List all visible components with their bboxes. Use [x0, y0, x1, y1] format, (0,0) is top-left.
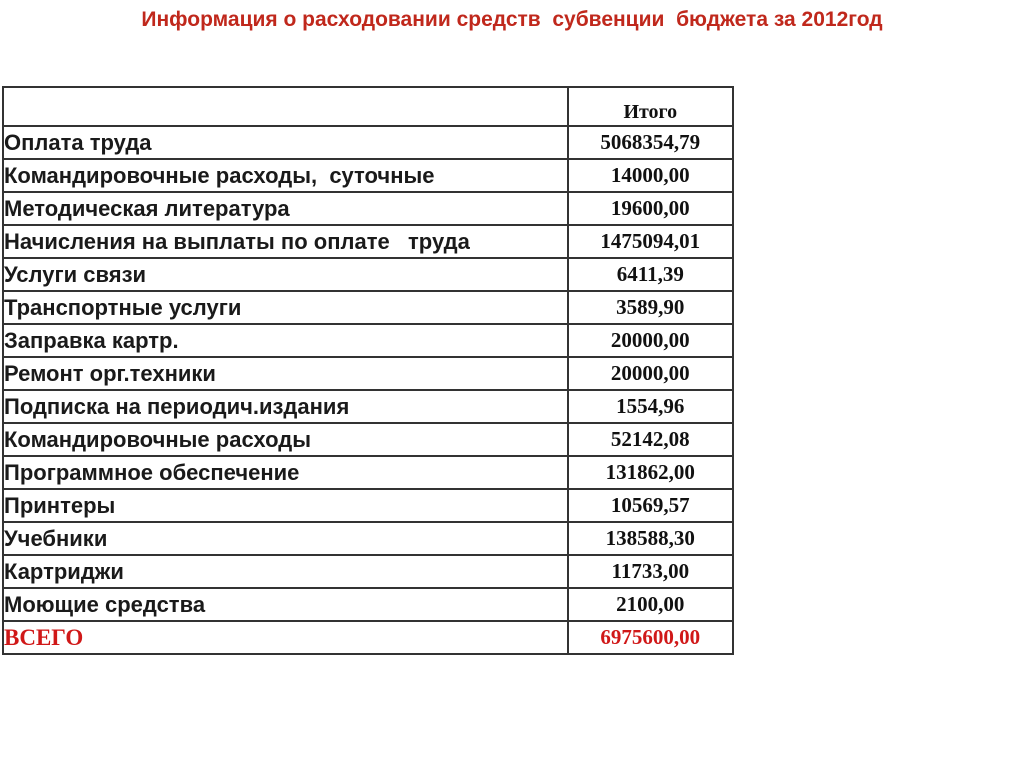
- table-row: [3, 423, 733, 456]
- row-label: Ремонт орг.техники: [3, 357, 568, 390]
- row-label: Начисления на выплаты по оплате труда: [3, 225, 568, 258]
- row-label: Картриджи: [3, 555, 568, 588]
- header-total-cell: Итого: [568, 87, 733, 126]
- row-label: Командировочные расходы: [3, 423, 568, 456]
- row-label: Учебники: [3, 522, 568, 555]
- row-value: 19600,00: [568, 192, 733, 225]
- table-row: [3, 522, 733, 555]
- table-row: [3, 555, 733, 588]
- table-row: [3, 357, 733, 390]
- row-value: 138588,30: [568, 522, 733, 555]
- row-value: 20000,00: [568, 357, 733, 390]
- table-row: [3, 126, 733, 159]
- row-value: 20000,00: [568, 324, 733, 357]
- table-row: [3, 159, 733, 192]
- row-value: 11733,00: [568, 555, 733, 588]
- row-label: Программное обеспечение: [3, 456, 568, 489]
- row-value: 6411,39: [568, 258, 733, 291]
- table-row: [3, 324, 733, 357]
- total-label: ВСЕГО: [3, 621, 568, 654]
- table-row: [3, 456, 733, 489]
- row-value: 131862,00: [568, 456, 733, 489]
- row-label: Командировочные расходы, суточные: [3, 159, 568, 192]
- row-value: 52142,08: [568, 423, 733, 456]
- row-value: 1554,96: [568, 390, 733, 423]
- table-header-row: [3, 87, 733, 126]
- row-value: 3589,90: [568, 291, 733, 324]
- table-row: [3, 291, 733, 324]
- table-row: [3, 489, 733, 522]
- row-label: Методическая литература: [3, 192, 568, 225]
- page-title: Информация о расходовании средств субвенции бюджета за 2012год: [141, 8, 883, 31]
- row-value: 14000,00: [568, 159, 733, 192]
- row-value: 1475094,01: [568, 225, 733, 258]
- table-row: [3, 258, 733, 291]
- row-value: 10569,57: [568, 489, 733, 522]
- row-label: Заправка картр.: [3, 324, 568, 357]
- row-label: Подписка на периодич.издания: [3, 390, 568, 423]
- total-row: [3, 621, 733, 654]
- total-value: 6975600,00: [568, 621, 733, 654]
- row-label: Принтеры: [3, 489, 568, 522]
- table-row: [3, 588, 733, 621]
- table-row: [3, 225, 733, 258]
- table-row: [3, 390, 733, 423]
- row-value: 5068354,79: [568, 126, 733, 159]
- row-label: Оплата труда: [3, 126, 568, 159]
- header-item-cell: [3, 87, 568, 126]
- row-label: Услуги связи: [3, 258, 568, 291]
- row-value: 2100,00: [568, 588, 733, 621]
- expense-table: [2, 86, 734, 655]
- row-label: Моющие средства: [3, 588, 568, 621]
- row-label: Транспортные услуги: [3, 291, 568, 324]
- table-row: [3, 192, 733, 225]
